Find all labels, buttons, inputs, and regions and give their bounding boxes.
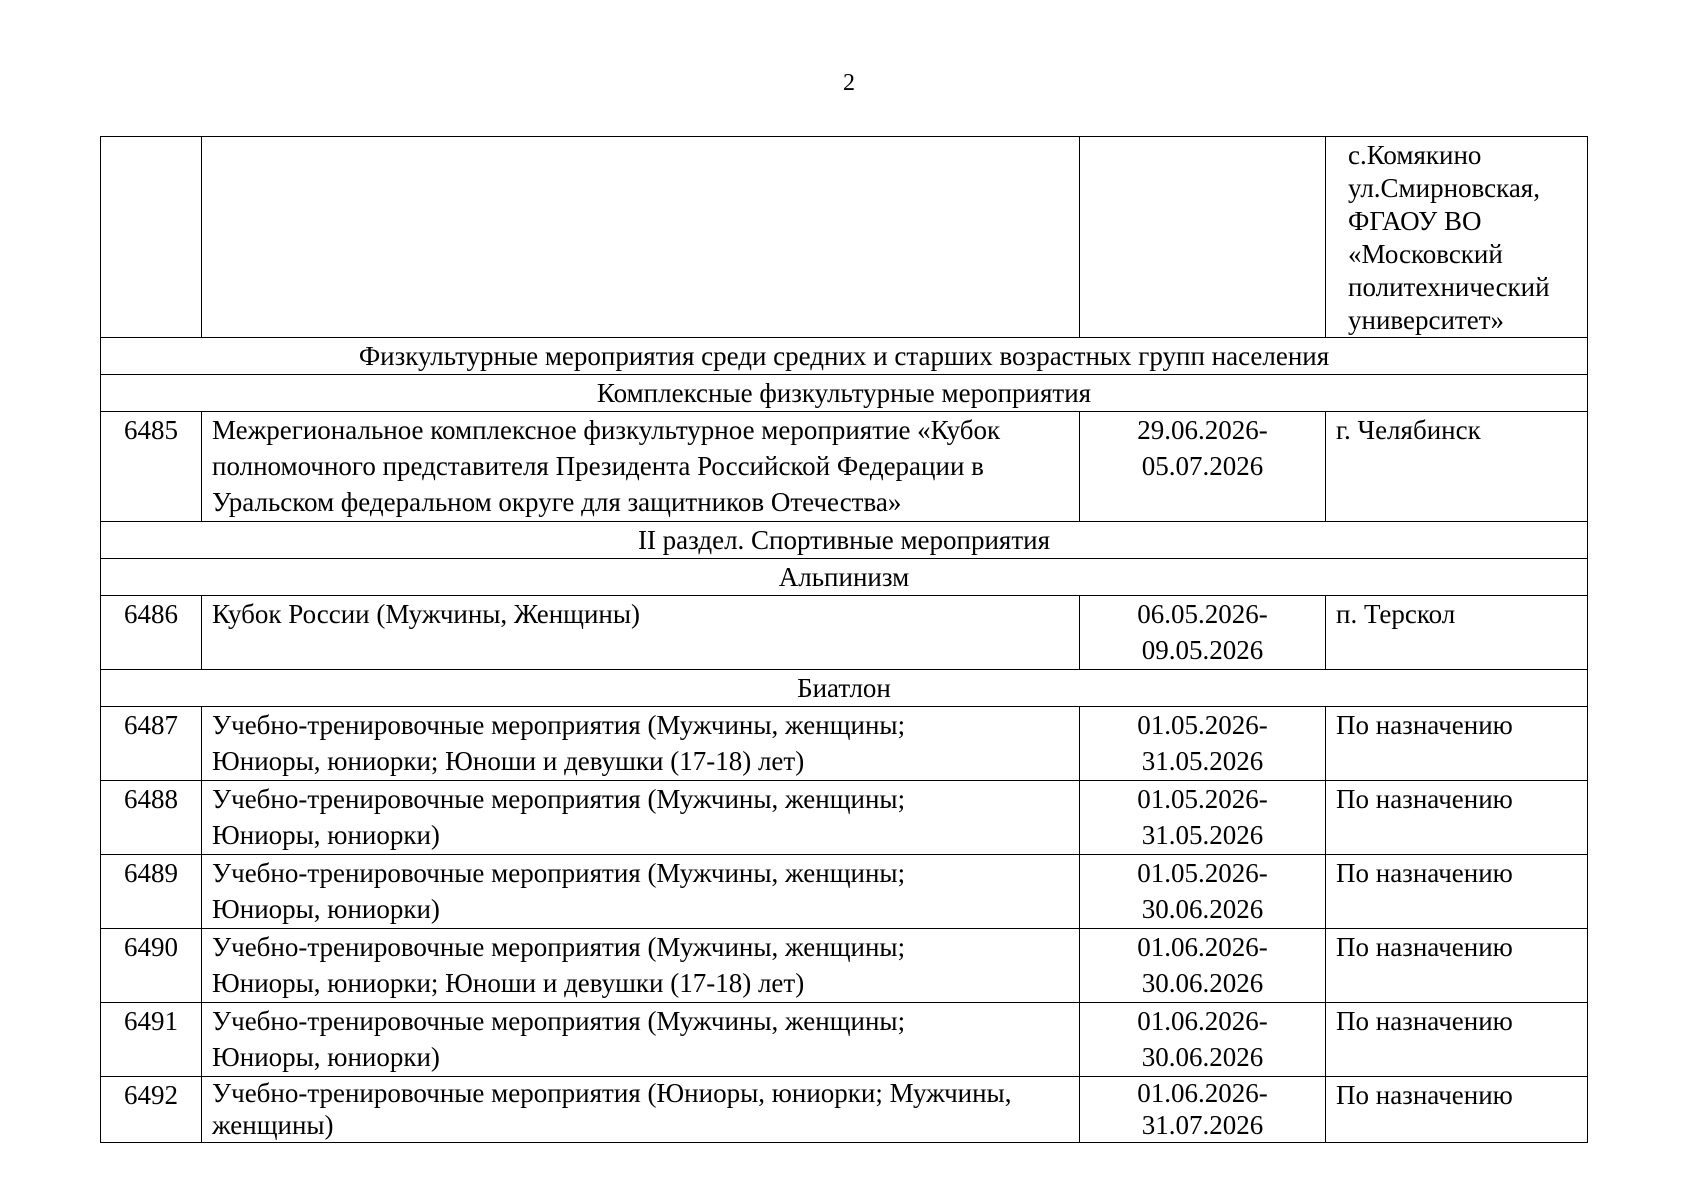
event-number: 6488 — [101, 781, 202, 855]
section-header-row — [101, 522, 1588, 559]
subsection-header-row — [101, 375, 1588, 412]
table-row — [101, 1003, 1588, 1077]
event-number: 6487 — [101, 707, 202, 781]
place-line: с.Комякино — [1348, 140, 1482, 170]
date-from: 01.06.2026- — [1137, 932, 1268, 962]
event-place: По назначению — [1326, 781, 1588, 855]
event-name-line: Учебно-тренировочные мероприятия (Мужчины, женщины; — [212, 858, 906, 888]
date-from: 01.05.2026- — [1137, 784, 1268, 814]
event-place: По назначению — [1326, 707, 1588, 781]
num-cell — [101, 137, 202, 338]
event-name — [202, 1077, 1080, 1143]
sport-header-row — [101, 670, 1588, 707]
table-row — [101, 1077, 1588, 1143]
place-line: ФГАОУ ВО — [1348, 206, 1482, 236]
event-dates — [1080, 1077, 1326, 1143]
sport-title: Биатлон — [101, 670, 1588, 707]
table-row — [101, 596, 1588, 670]
event-place: По назначению — [1326, 1077, 1588, 1143]
event-name-line: Юниоры, юниорки; Юноши и девушки (17-18) лет) — [212, 968, 805, 998]
event-dates — [1080, 781, 1326, 855]
event-dates — [1080, 855, 1326, 929]
event-name-line: Юниоры, юниорки; Юноши и девушки (17-18) лет) — [212, 746, 805, 776]
event-place: п. Терскол — [1326, 596, 1588, 670]
event-number: 6492 — [101, 1077, 202, 1143]
date-to: 30.06.2026 — [1141, 968, 1264, 998]
date-from: 01.06.2026- — [1137, 1006, 1268, 1036]
event-place: По назначению — [1326, 1003, 1588, 1077]
event-dates — [1080, 1003, 1326, 1077]
section-header-row — [101, 338, 1588, 375]
event-dates — [1080, 707, 1326, 781]
date-to: 30.06.2026 — [1141, 1042, 1264, 1072]
event-number: 6486 — [101, 596, 202, 670]
place-line: университет» — [1348, 305, 1504, 335]
sport-header-row — [101, 559, 1588, 596]
event-number: 6485 — [101, 412, 202, 522]
event-name-line: Учебно-тренировочные мероприятия (Мужчины, женщины; — [212, 932, 906, 962]
page-number: 2 — [843, 70, 855, 96]
event-name — [202, 781, 1080, 855]
sport-title: Альпинизм — [101, 559, 1588, 596]
event-dates — [1080, 596, 1326, 670]
date-to: 31.05.2026 — [1141, 820, 1264, 850]
event-name — [202, 929, 1080, 1003]
event-name — [202, 412, 1080, 522]
date-to: 31.05.2026 — [1141, 746, 1264, 776]
event-name-line: полномочного представителя Президента Российской Федерации в — [212, 451, 984, 481]
event-name — [202, 855, 1080, 929]
event-name-line: Юниоры, юниорки) — [212, 894, 440, 924]
event-name-line: Уральском федеральном округе для защитников Отечества» — [212, 487, 902, 517]
place-cell — [1326, 137, 1588, 338]
date-from: 01.05.2026- — [1137, 710, 1268, 740]
event-place: г. Челябинск — [1326, 412, 1588, 522]
table-row — [101, 781, 1588, 855]
event-number: 6489 — [101, 855, 202, 929]
date-to: 30.06.2026 — [1141, 894, 1264, 924]
table-row — [101, 929, 1588, 1003]
date-to: 31.07.2026 — [1141, 1110, 1264, 1140]
section-title: Физкультурные мероприятия среди средних и старших возрастных групп населения — [101, 338, 1588, 375]
place-line: политехнический — [1348, 272, 1550, 302]
event-place: По назначению — [1326, 855, 1588, 929]
subsection-title: Комплексные физкультурные мероприятия — [101, 375, 1588, 412]
date-from: 29.06.2026- — [1137, 415, 1268, 445]
event-name-line: Межрегиональное комплексное физкультурное мероприятие «Кубок — [212, 415, 1001, 445]
event-name-line: Юниоры, юниорки) — [212, 1042, 440, 1072]
event-name-line: Учебно-тренировочные мероприятия (Мужчины, женщины; — [212, 710, 906, 740]
table-row-continuation — [101, 137, 1588, 338]
date-to: 05.07.2026 — [1141, 451, 1264, 481]
event-name — [202, 596, 1080, 670]
date-from: 01.06.2026- — [1137, 1078, 1268, 1108]
event-place: По назначению — [1326, 929, 1588, 1003]
event-name-line: Кубок России (Мужчины, Женщины) — [212, 599, 641, 629]
event-name-line: Учебно-тренировочные мероприятия (Мужчины, женщины; — [212, 1006, 906, 1036]
event-name — [202, 1003, 1080, 1077]
event-name — [202, 707, 1080, 781]
section-title: II раздел. Спортивные мероприятия — [101, 522, 1588, 559]
event-name-line: Учебно-тренировочные мероприятия (Юниоры, юниорки; Мужчины, — [212, 1078, 1012, 1108]
table-row — [101, 707, 1588, 781]
table-row — [101, 855, 1588, 929]
date-from: 06.05.2026- — [1137, 599, 1268, 629]
events-table — [100, 136, 1588, 1143]
place-line: «Московский — [1348, 239, 1503, 269]
date-cell — [1080, 137, 1326, 338]
event-dates — [1080, 412, 1326, 522]
event-name-line: Учебно-тренировочные мероприятия (Мужчины, женщины; — [212, 784, 906, 814]
place-line: ул.Смирновская, — [1348, 173, 1540, 203]
event-number: 6490 — [101, 929, 202, 1003]
event-name-line: женщины) — [212, 1110, 334, 1140]
event-dates — [1080, 929, 1326, 1003]
date-to: 09.05.2026 — [1141, 635, 1264, 665]
table-row — [101, 412, 1588, 522]
event-name-line: Юниоры, юниорки) — [212, 820, 440, 850]
event-number: 6491 — [101, 1003, 202, 1077]
name-cell — [202, 137, 1080, 338]
date-from: 01.05.2026- — [1137, 858, 1268, 888]
